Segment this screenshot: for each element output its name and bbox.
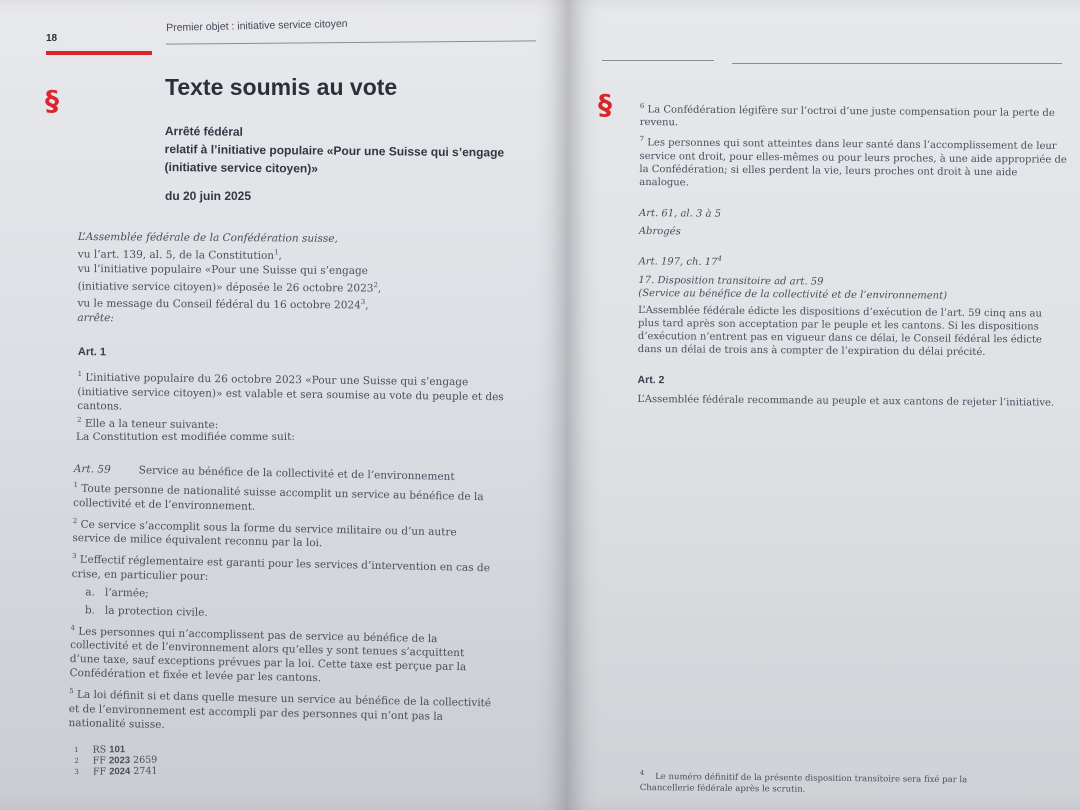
article-paragraph: $^1$ Toute personne de nationalité suisse accomplit un service au bénéfice de la collectivité et de l’environnement. — [73, 480, 484, 513]
right-page-content — [637, 100, 1068, 414]
page-title: Texte soumis au vote — [165, 74, 398, 100]
decree-subtitle — [164, 122, 545, 180]
article-paragraph: L’Assemblée fédérale recommande au peuple et aux cantons de rejeter l’initiative. — [637, 393, 1055, 409]
preamble-decides: arrête: — [77, 311, 114, 324]
red-accent-bar — [46, 51, 152, 55]
transitional-title: 17. Disposition transitoire ad art. 59 — [638, 274, 824, 288]
article-heading: Art. 1 — [77, 345, 107, 359]
transitional-text: L’Assemblée fédérale édicte les dispositions d’exécution de l’art. 59 cinq ans au plus tard après son acceptation par le peuple et les cantons. Si les dispositions d’exécution n’entrent pas en vigueur dans ce délai, le Conseil fédéral les édicte dans un délai de trois ans à compter de l’expiration du délai précité. — [637, 304, 1043, 359]
running-header: Premier objet : initiative service citoyen — [166, 17, 348, 34]
preamble-line: vu le message du Conseil fédéral du 16 octobre 2024$^3$, — [77, 297, 369, 312]
preamble-line: vu l’art. 139, al. 5, de la Constitution$^1$, — [77, 248, 282, 262]
article-1 — [77, 345, 508, 435]
subtitle-line: Arrêté fédéral — [164, 123, 244, 139]
article-paragraph: $^2$ Ce service s’accomplit sous la forme du service militaire ou d’un autre service de milice équivalent reconnu par la loi. — [72, 516, 457, 550]
article-title: Service au bénéfice de la collectivité et de l’environnement — [138, 464, 455, 483]
preamble-line: vu l’initiative populaire «Pour une Suisse qui s’engage — [77, 262, 368, 277]
article-paragraph: $^7$ Les personnes qui sont atteintes dans leur santé dans l’accomplissement de leur service ont droit, pour elles-mêmes ou pour leurs proches, à une aide appropriée de la Confédération; si elles perdent la vie, leurs proches ont droit à une aide analogue. — [639, 135, 1067, 189]
subtitle-line: (initiative service citoyen)» — [164, 159, 318, 176]
article-paragraph: $^2$ Elle a la teneur suivante: — [77, 415, 219, 431]
subtitle-line: relatif à l’initiative populaire «Pour une Suisse qui s’engage — [164, 141, 505, 160]
article-paragraph: $^4$ Les personnes qui n’accomplissent pas de service au bénéfice de la collectivité et de l’environnement alors qu’elles y sont tenues s’acquittent d’une taxe, sauf exceptions prévues par la loi. Cette taxe est perçue par la Confédération et fixée et levée par les cantons. — [69, 623, 467, 685]
preamble-line: (initiative service citoyen)» déposée le 26 octobre 2023$^2$, — [77, 279, 382, 295]
article-label: Art. 197, ch. $17^4$ — [638, 254, 723, 268]
footnote: 1 RS 101 — [74, 744, 126, 756]
article-paragraph: $^6$ La Confédération légifère sur l’octroi d’une juste compensation pour la perte de revenu. — [639, 101, 1055, 129]
footnote: 3 FF 2024 2741 — [74, 765, 158, 778]
article-paragraph: $^1$ L’initiative populaire du 26 octobre 2023 «Pour une Suisse qui s’engage (initiative service citoyen)» est valable et sera soumise au vote du peuple et des cantons. — [77, 369, 504, 413]
footnote-ref: 3 — [360, 297, 366, 307]
article-label: Art. 61, al. 3 à 5 — [638, 207, 722, 220]
footnote: $^4$ Le numéro définitif de la présente disposition transitoire sera fixé par la Chancellerie fédérale après le scrutin. — [639, 768, 968, 795]
section-symbol-icon: § — [45, 84, 59, 117]
article-59 — [68, 462, 499, 742]
header-rule — [602, 60, 714, 61]
footnote-ref: 2 — [373, 280, 378, 289]
preamble — [77, 230, 498, 327]
preamble-assembly: L’Assemblée fédérale de la Confédération suisse, — [77, 230, 338, 245]
page-number: 18 — [46, 33, 58, 44]
article-label: Art. 59 — [73, 462, 111, 476]
list-item: a. l’armée; — [85, 585, 149, 600]
footnote-ref: 1 — [274, 248, 279, 257]
article-heading: Art. 2 — [637, 373, 665, 387]
section-symbol-icon: § — [598, 88, 612, 121]
footnotes — [74, 744, 158, 778]
footnote: 2 FF 2023 2659 — [74, 754, 158, 767]
list-item: b. la protection civile. — [84, 603, 208, 619]
constitution-amendment-line: La Constitution est modifiée comme suit: — [76, 431, 295, 443]
header-rule — [166, 40, 536, 44]
article-paragraph: $^5$ La loi définit si et dans quelle mesure un service au bénéfice de la collectivité et de l’environnement est accompli par des personnes qui n’ont pas la nationalité suisse. — [68, 686, 492, 731]
article-status: Abrogés — [638, 225, 681, 238]
transitional-subtitle: (Service au bénéfice de la collectivité et de l’environnement) — [638, 287, 948, 302]
decree-date: du 20 juin 2025 — [165, 189, 252, 203]
article-paragraph: $^3$ L’effectif réglementaire est garanti pour les services d’intervention en cas de crise, en particulier pour: — [71, 551, 490, 583]
header-rule — [732, 63, 1062, 64]
